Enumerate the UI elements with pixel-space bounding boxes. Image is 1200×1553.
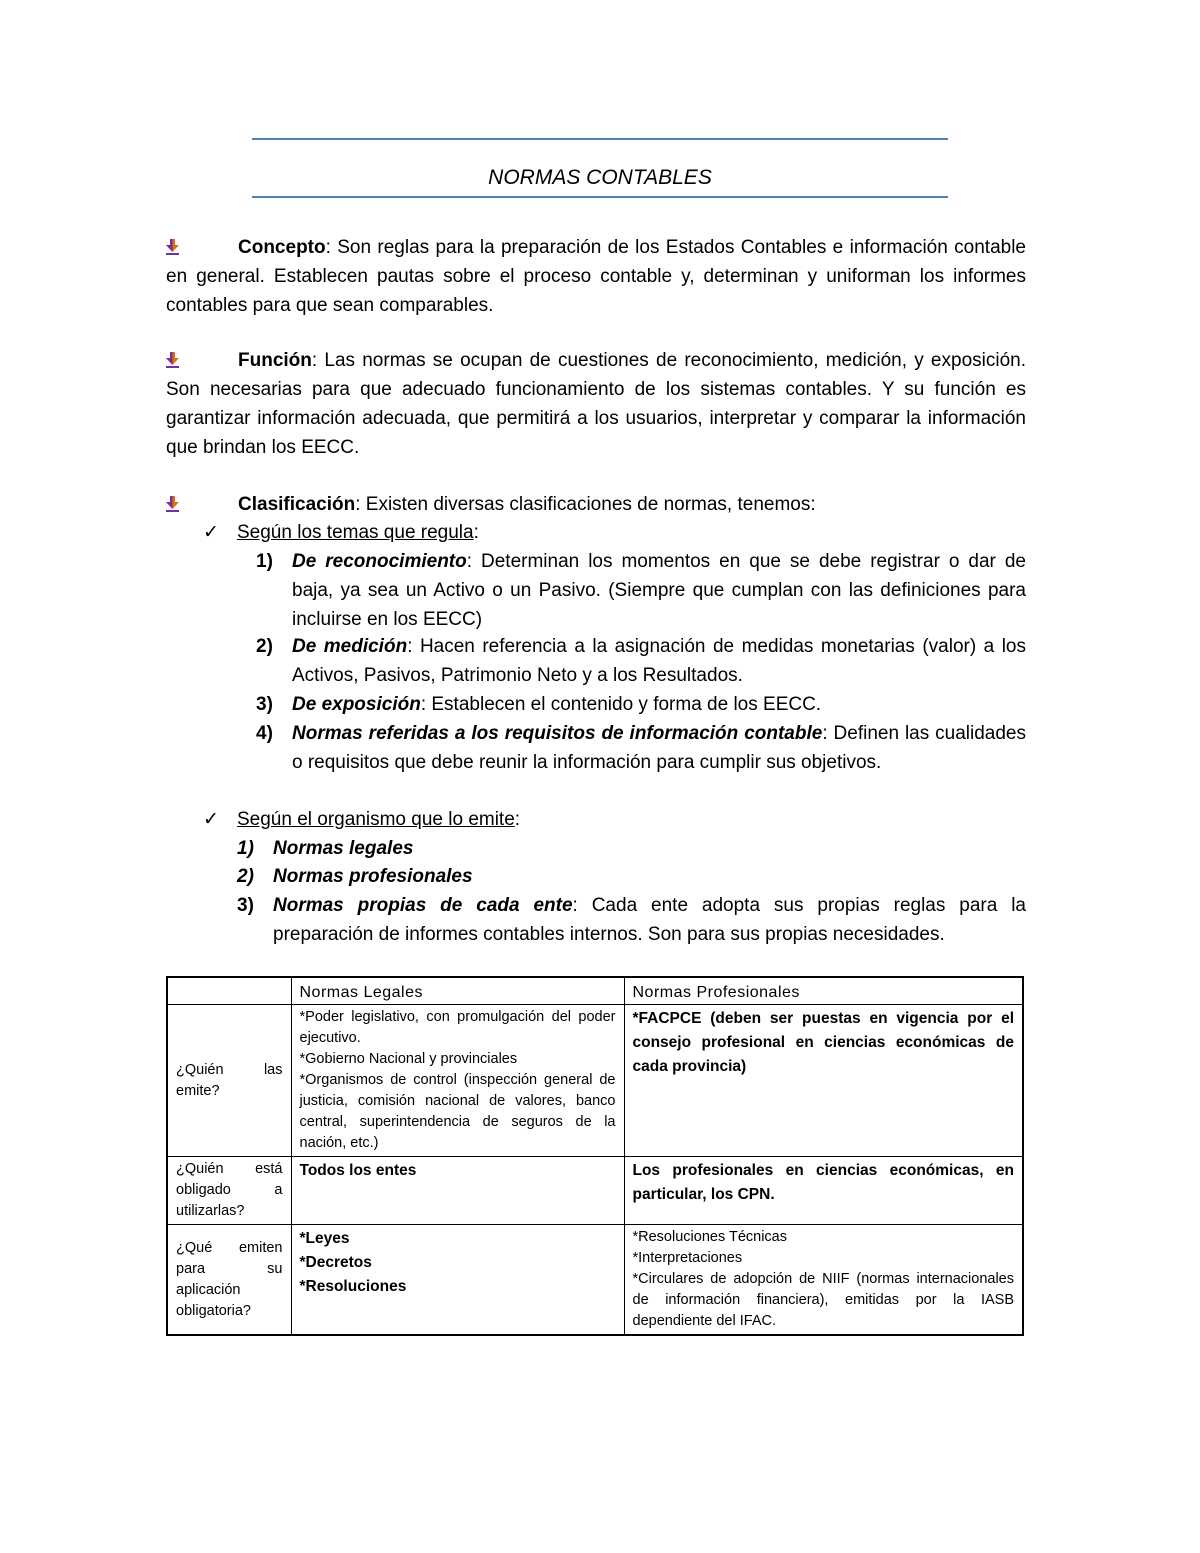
clasificacion-paragraph	[166, 490, 1026, 519]
table-row	[167, 1157, 1023, 1225]
title-rule-bottom	[252, 196, 948, 198]
table-cell-question: ¿Qué emiten para su aplicación obligatoria?	[167, 1225, 291, 1336]
table-row	[167, 1225, 1023, 1336]
table-header-cell	[167, 977, 291, 1005]
table-row	[167, 1005, 1023, 1157]
table-cell: *Resoluciones Técnicas *Interpretaciones *Circulares de adopción de NIIF (normas internacionales de información financiera), emitidas por la IASB dependiente del IFAC.	[624, 1225, 1023, 1336]
checkmark-icon: ✓	[203, 809, 219, 830]
table-header-row	[167, 977, 1023, 1005]
arrow-bullet-icon	[166, 352, 181, 368]
checkmark-icon: ✓	[203, 522, 219, 543]
arrow-bullet-icon	[166, 496, 181, 512]
organismo-heading: Según el organismo que lo emite:	[237, 809, 521, 830]
arrow-bullet-icon	[166, 239, 181, 255]
table-header-cell: Normas Legales	[291, 977, 624, 1005]
funcion-paragraph	[166, 346, 1026, 462]
comparison-table	[166, 976, 1024, 1336]
table-cell: *Leyes *Decretos *Resoluciones	[291, 1225, 624, 1336]
page-title: NORMAS CONTABLES	[488, 166, 712, 189]
funcion-label: Función	[238, 350, 312, 371]
clasificacion-label: Clasificación	[238, 494, 356, 515]
document-page: NORMAS CONTABLES Concepto: Son reglas para la preparación de los Estados Contables e información contable en general. Establecen pautas sobre el proceso contable y, determinan y uniforman los informes contables para que sean comparables. Función: Las normas se ocupan de cuestiones de reconocimiento, medición, y exposición. Son necesarias para que adecuado funcionamiento de los sistemas contables. Y su función es garantizar información adecuada, que permitirá a los usuarios, interpretar y comparar la información que brindan los EECC. Clasificación: Existen diversas clasificaciones de normas, tenemos: ✓ Según los temas que regula: 1) De reconocimiento: Determinan los momentos en que se debe registrar o dar de baja, ya sea un Activo o un Pasivo. (Siempre que cumplan con las definiciones para incluirse en los EECC) 2) De medición: Hacen referencia a la asignación de medidas monetarias (valor) a los Activos, Pasivos, Patrimonio Neto y a los Resultados. 3) De exposición: Establecen el contenido y forma de los EECC. 4) Normas referidas a los requisitos de información contable: Definen las cualidades o requisitos que debe reunir la información para cumplir sus objetivos. ✓ Según el organismo que lo emite: 1) Normas legales 2) Normas profesionales 3) Normas propias de cada ente: Cada ente adopta sus propias reglas para la preparación de informes contables internos. Son para sus propias necesidades. Normas Legales Normas Profesionales ¿Quién las emite? *Poder legislativo, con promulgación del poder ejecutivo. *Gobierno Nacional y provinciales *Organismos de control (inspección general de justicia, comisión nacional de valores, banco central, superintendencia de seguros de la nación, etc.) *FACPCE (deben ser puestas en vigencia por el consejo profesional en ciencias económicas de cada provincia) ¿Quién está obligado a utilizarlas? Todos los entes Los profesionales en ciencias económicas, en particular, los CPN. ¿Qué emiten para su aplicación obligatoria? *Leyes *Decretos *Resoluciones *Resoluciones Técnicas *Interpretaciones *Circulares de adopción de NIIF (normas internacionales de información financiera), emitidas por la IASB dependiente del IFAC.	[0, 0, 1200, 1553]
table-cell: Todos los entes	[291, 1157, 624, 1225]
concepto-label: Concepto	[238, 237, 326, 258]
concepto-text: : Son reglas para la preparación de los Estados Contables e información contable en general. Establecen pautas sobre el proceso contable y, determinan y uniforman los informes contables para que sean comparables.	[166, 237, 1026, 316]
table-cell: Los profesionales en ciencias económicas, en particular, los CPN.	[624, 1157, 1023, 1225]
table-cell-question: ¿Quién está obligado a utilizarlas?	[167, 1157, 291, 1225]
table-cell: *Poder legislativo, con promulgación del poder ejecutivo. *Gobierno Nacional y provinciales *Organismos de control (inspección general de justicia, comisión nacional de valores, banco central, superintendencia de seguros de la nación, etc.)	[291, 1005, 624, 1157]
funcion-text: : Las normas se ocupan de cuestiones de reconocimiento, medición, y exposición. Son necesarias para que adecuado funcionamiento de los sistemas contables. Y su función es garantizar información adecuada, que permitirá a los usuarios, interpretar y comparar la información que brindan los EECC.	[166, 350, 1026, 458]
table-cell: *FACPCE (deben ser puestas en vigencia por el consejo profesional en ciencias económicas de cada provincia)	[624, 1005, 1023, 1157]
temas-heading: Según los temas que regula:	[237, 522, 479, 543]
clasificacion-text: : Existen diversas clasificaciones de normas, tenemos:	[355, 494, 816, 515]
table-cell-question: ¿Quién las emite?	[167, 1005, 291, 1157]
title-rule-top	[252, 138, 948, 140]
concepto-paragraph	[166, 233, 1026, 320]
table-header-cell: Normas Profesionales	[624, 977, 1023, 1005]
